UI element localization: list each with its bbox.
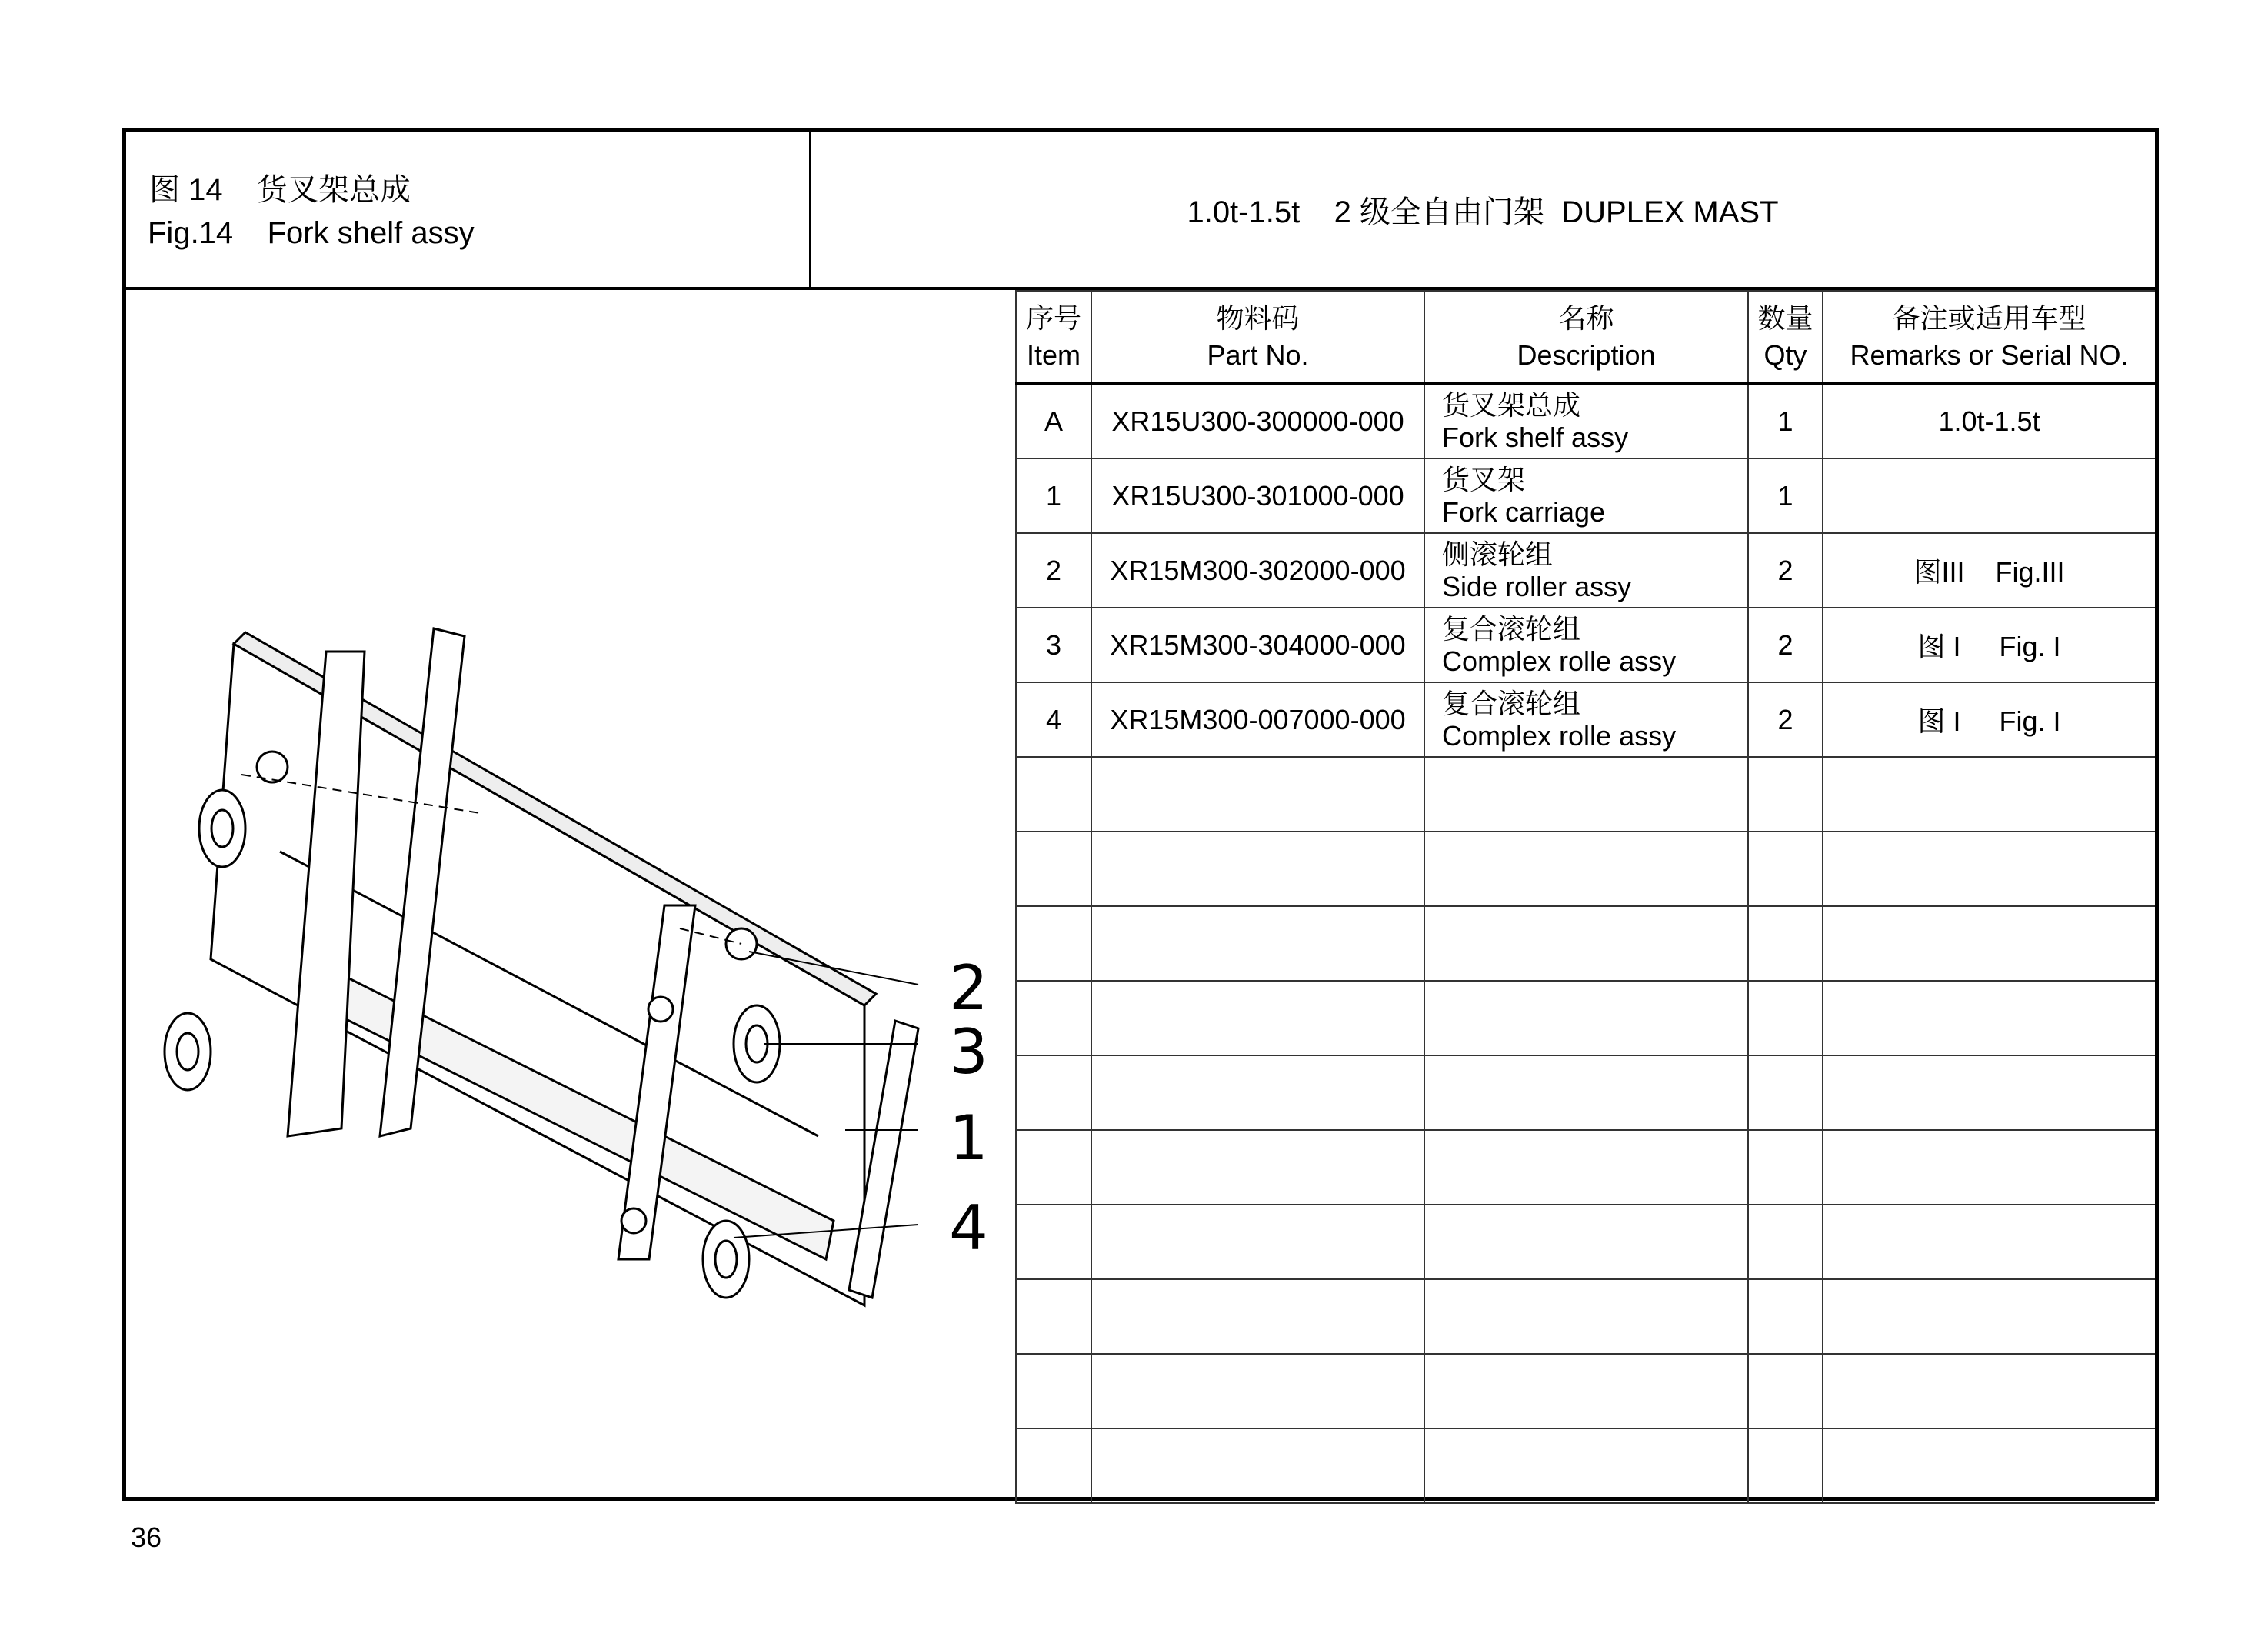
- table-row: [1016, 608, 2155, 682]
- callout-1: 1: [949, 1102, 988, 1174]
- part-no-cell: XR15U300-301000-000: [1091, 458, 1424, 533]
- empty-table-row: [1016, 832, 2155, 906]
- fork-carriage-illustration: [165, 628, 918, 1305]
- parts-table: [1015, 290, 2155, 1504]
- remarks-cell: 图III Fig.III: [1823, 533, 2155, 608]
- part-no-cell: XR15M300-302000-000: [1091, 533, 1424, 608]
- part-no-cell: XR15M300-304000-000: [1091, 608, 1424, 682]
- empty-table-row: [1016, 981, 2155, 1055]
- empty-table-row: [1016, 1130, 2155, 1205]
- remarks-cell: [1823, 458, 2155, 533]
- description-cell: 复合滚轮组 Complex rolle assy: [1424, 682, 1748, 757]
- remarks-cell: 图 I Fig. I: [1823, 682, 2155, 757]
- col-description: 名称 Description: [1424, 291, 1748, 383]
- table-row: [1016, 682, 2155, 757]
- sheet-header: [126, 132, 2155, 290]
- empty-table-row: [1016, 757, 2155, 832]
- item-cell: 1: [1016, 458, 1091, 533]
- callout-4: 4: [949, 1192, 988, 1264]
- figure-title-en: Fig.14 Fork shelf assy: [148, 216, 475, 250]
- callout-2: 2: [949, 952, 988, 1024]
- qty-cell: 2: [1748, 682, 1823, 757]
- remarks-cell: 1.0t-1.5t: [1823, 383, 2155, 458]
- fork-carriage-drawing: [126, 290, 1015, 1497]
- item-cell: A: [1016, 383, 1091, 458]
- description-cell: 货叉架 Fork carriage: [1424, 458, 1748, 533]
- table-row: [1016, 383, 2155, 458]
- item-cell: 3: [1016, 608, 1091, 682]
- description-cell: 货叉架总成 Fork shelf assy: [1424, 383, 1748, 458]
- remarks-cell: 图 I Fig. I: [1823, 608, 2155, 682]
- callout-3: 3: [949, 1016, 988, 1088]
- empty-table-row: [1016, 906, 2155, 981]
- qty-cell: 2: [1748, 533, 1823, 608]
- col-qty: 数量 Qty: [1748, 291, 1823, 383]
- part-no-cell: XR15U300-300000-000: [1091, 383, 1424, 458]
- page-number: 36: [131, 1522, 162, 1553]
- empty-table-row: [1016, 1279, 2155, 1354]
- qty-cell: 2: [1748, 608, 1823, 682]
- col-remarks: 备注或适用车型 Remarks or Serial NO.: [1823, 291, 2155, 383]
- description-cell: 侧滚轮组 Side roller assy: [1424, 533, 1748, 608]
- figure-title-cell: [126, 132, 811, 287]
- table-row: [1016, 458, 2155, 533]
- table-header-row: [1016, 291, 2155, 383]
- item-cell: 2: [1016, 533, 1091, 608]
- model-title: 1.0t-1.5t 2 级全自由门架 DUPLEX MAST: [1187, 195, 1779, 229]
- empty-table-row: [1016, 1205, 2155, 1279]
- item-cell: 4: [1016, 682, 1091, 757]
- empty-table-row: [1016, 1428, 2155, 1503]
- description-cell: 复合滚轮组 Complex rolle assy: [1424, 608, 1748, 682]
- part-no-cell: XR15M300-007000-000: [1091, 682, 1424, 757]
- col-item: 序号 Item: [1016, 291, 1091, 383]
- table-row: [1016, 533, 2155, 608]
- qty-cell: 1: [1748, 383, 1823, 458]
- parts-sheet-frame: [122, 128, 2159, 1501]
- figure-title-cn: 图 14 货叉架总成: [149, 173, 411, 207]
- qty-cell: 1: [1748, 458, 1823, 533]
- empty-table-row: [1016, 1354, 2155, 1428]
- empty-table-row: [1016, 1055, 2155, 1130]
- col-part-no: 物料码 Part No.: [1091, 291, 1424, 383]
